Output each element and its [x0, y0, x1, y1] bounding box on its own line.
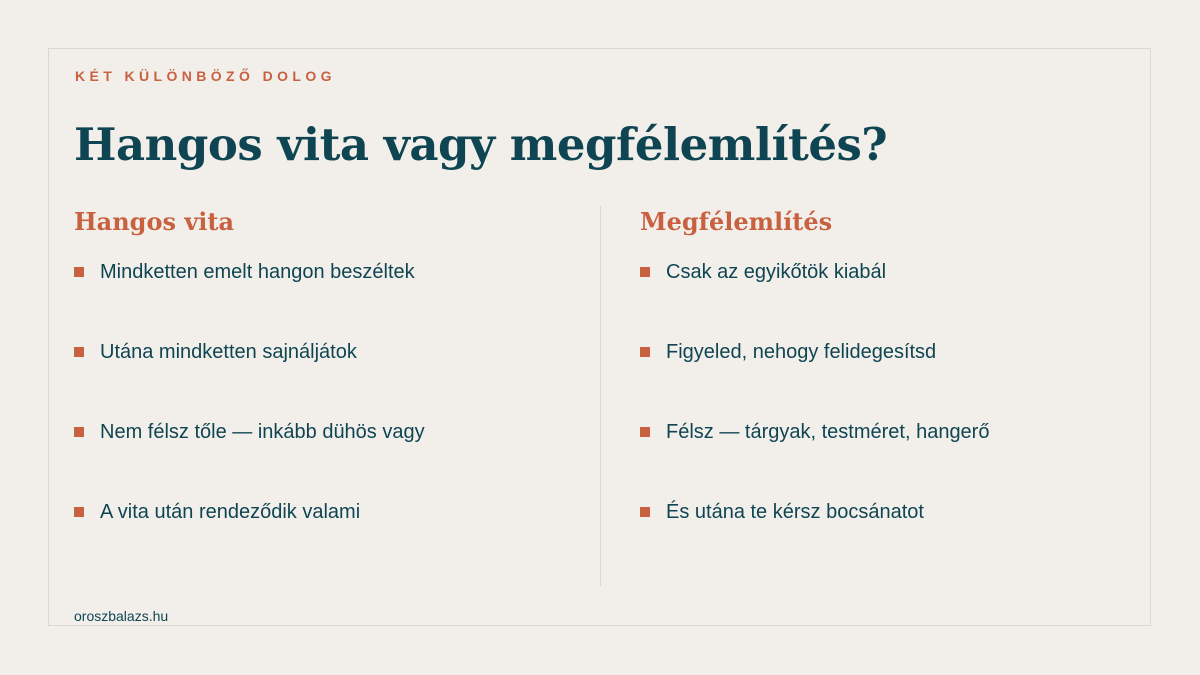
list-item-text: Utána mindketten sajnáljátok: [100, 341, 357, 363]
square-bullet-icon: [640, 507, 650, 517]
footer-site-link: oroszbalazs.hu: [74, 608, 169, 624]
list-item-text: Csak az egyikőtök kiabál: [666, 261, 887, 283]
column-heading: Hangos vita: [74, 207, 235, 236]
column-intimidation: [640, 204, 990, 523]
list-item-text: Félsz — tárgyak, testméret, hangerő: [666, 421, 990, 443]
column-heading: Megfélemlítés: [640, 207, 833, 236]
square-bullet-icon: [74, 267, 84, 277]
square-bullet-icon: [74, 507, 84, 517]
list-item-text: És utána te kérsz bocsánatot: [666, 501, 924, 523]
square-bullet-icon: [640, 267, 650, 277]
list-item-text: Nem félsz tőle — inkább dühös vagy: [100, 421, 425, 443]
slide-title: Hangos vita vagy megfélemlítés?: [74, 118, 888, 171]
square-bullet-icon: [640, 347, 650, 357]
list-item-text: A vita után rendeződik valami: [100, 501, 361, 523]
square-bullet-icon: [74, 427, 84, 437]
square-bullet-icon: [640, 427, 650, 437]
column-loud-argument: [74, 204, 425, 523]
eyebrow-label: KÉT KÜLÖNBÖZŐ DOLOG: [75, 68, 336, 84]
list-item-text: Figyeled, nehogy felidegesítsd: [666, 341, 937, 363]
column-divider: [600, 206, 601, 586]
list-item-text: Mindketten emelt hangon beszéltek: [100, 261, 415, 283]
square-bullet-icon: [74, 347, 84, 357]
